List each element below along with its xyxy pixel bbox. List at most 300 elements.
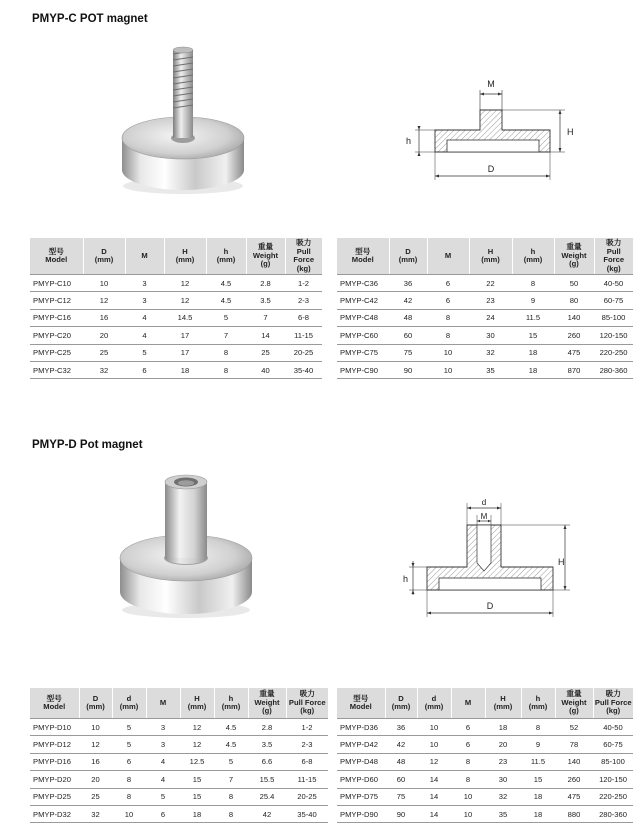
model-cell: PMYP-D42 <box>337 736 385 753</box>
spec-cell: 6 <box>125 361 164 378</box>
column-header <box>389 238 427 275</box>
spec-cell: 25 <box>246 344 285 361</box>
column-header <box>451 688 485 719</box>
column-header-line: 型号 <box>355 246 371 256</box>
column-header-line: Pull Force <box>594 697 632 707</box>
model-cell: PMYP-D75 <box>337 788 385 805</box>
spec-cell: 12.5 <box>180 753 214 770</box>
spec-cell: 5 <box>214 753 248 770</box>
spec-cell: 24 <box>469 309 512 326</box>
spec-cell: 75 <box>389 344 427 361</box>
table-row <box>337 736 633 753</box>
column-header <box>337 238 389 275</box>
column-header-line: M <box>159 697 167 707</box>
table-row <box>337 275 633 292</box>
table-row <box>30 361 322 378</box>
spec-cell: 52 <box>555 719 593 736</box>
spec-cell: 4.5 <box>214 736 248 753</box>
spec-cell: 35 <box>469 361 512 378</box>
spec-cell: 20-25 <box>286 788 328 805</box>
table-row <box>30 736 328 753</box>
spec-cell: 8 <box>112 771 146 788</box>
spec-cell: 1-2 <box>286 719 328 736</box>
column-header-line: (mm) <box>187 702 207 711</box>
model-cell: PMYP-C25 <box>30 344 83 361</box>
spec-cell: 60-75 <box>594 292 633 309</box>
column-header-line: (mm) <box>119 702 139 711</box>
column-header-line: H <box>194 693 200 703</box>
column-header <box>521 688 555 719</box>
table-row <box>337 788 633 805</box>
column-header-line: 型号 <box>48 246 64 256</box>
spec-cell: 60 <box>389 327 427 344</box>
spec-cell: 4.5 <box>206 292 246 309</box>
spec-cell: 11-15 <box>286 771 328 788</box>
spec-cell: 16 <box>79 753 112 770</box>
dim-label-h-base: h <box>406 136 412 146</box>
column-header-line: 吸力 <box>606 238 622 247</box>
model-cell: PMYP-D90 <box>337 805 385 822</box>
spec-cell: 85-100 <box>593 753 633 770</box>
column-header <box>125 238 164 275</box>
spec-cell: 40 <box>246 361 285 378</box>
column-header-line: (mm) <box>481 255 500 264</box>
model-cell: PMYP-D60 <box>337 771 385 788</box>
spec-cell: 75 <box>385 788 417 805</box>
spec-cell: 4.5 <box>214 719 248 736</box>
model-cell: PMYP-D25 <box>30 788 79 805</box>
spec-cell: 50 <box>554 275 594 292</box>
spec-cell: 14 <box>246 327 285 344</box>
table-row <box>337 805 633 822</box>
model-cell: PMYP-C32 <box>30 361 83 378</box>
spec-cell: 120-150 <box>593 771 633 788</box>
spec-cell: 9 <box>512 292 554 309</box>
section-title-c: PMYP-C POT magnet <box>32 13 148 25</box>
column-header-line: Pull Force <box>288 697 326 707</box>
spec-cell: 8 <box>214 805 248 822</box>
spec-cell: 14.5 <box>164 309 206 326</box>
spec-table-d-left <box>30 688 328 823</box>
spec-cell: 8 <box>112 788 146 805</box>
spec-cell: 36 <box>385 719 417 736</box>
spec-cell: 25.4 <box>248 788 286 805</box>
spec-cell: 8 <box>451 753 485 770</box>
column-header-line: (kg) <box>296 263 311 273</box>
spec-cell: 6 <box>451 719 485 736</box>
table-row <box>337 753 633 770</box>
spec-cell: 8 <box>427 327 469 344</box>
table-row <box>30 292 322 309</box>
spec-cell: 5 <box>112 736 146 753</box>
model-cell: PMYP-D20 <box>30 771 79 788</box>
spec-cell: 3 <box>125 275 164 292</box>
column-header-line: Model <box>45 255 68 264</box>
spec-cell: 280-360 <box>594 361 633 378</box>
spec-cell: 90 <box>385 805 417 822</box>
spec-cell: 20 <box>79 771 112 788</box>
spec-cell: 36 <box>389 275 427 292</box>
column-header-line: (g) <box>260 259 271 269</box>
spec-cell: 120-150 <box>594 327 633 344</box>
spec-cell: 3.5 <box>246 292 285 309</box>
spec-cell: 14 <box>417 788 451 805</box>
column-header-line: D <box>92 693 99 703</box>
table-row <box>30 788 328 805</box>
column-header-line: (kg) <box>606 263 621 273</box>
column-header-line: h <box>223 246 229 256</box>
spec-cell: 15.5 <box>248 771 286 788</box>
spec-cell: 18 <box>485 719 521 736</box>
spec-cell: 12 <box>83 292 125 309</box>
table-row <box>30 275 322 292</box>
column-header <box>286 688 328 719</box>
column-header-line: (mm) <box>424 702 444 711</box>
table-row <box>337 309 633 326</box>
spec-cell: 15 <box>180 788 214 805</box>
column-header-line: 吸力 <box>296 238 312 247</box>
column-header-line: 型号 <box>46 693 62 703</box>
spec-cell: 15 <box>180 771 214 788</box>
column-header-line: 重量 <box>259 689 275 699</box>
spec-cell: 8 <box>214 788 248 805</box>
column-header-line: H <box>182 246 188 256</box>
spec-cell: 12 <box>180 736 214 753</box>
spec-cell: 42 <box>385 736 417 753</box>
spec-cell: 6 <box>112 753 146 770</box>
column-header <box>594 238 633 275</box>
spec-cell: 6 <box>451 736 485 753</box>
spec-cell: 15 <box>521 771 555 788</box>
spec-cell: 4 <box>146 753 180 770</box>
spec-cell: 14 <box>417 805 451 822</box>
column-header-line: (mm) <box>523 255 543 264</box>
spec-cell: 18 <box>164 361 206 378</box>
spec-cell: 6 <box>427 292 469 309</box>
spec-cell: 8 <box>206 361 246 378</box>
column-header <box>30 238 83 275</box>
model-cell: PMYP-C48 <box>337 309 389 326</box>
spec-cell: 16 <box>83 309 125 326</box>
spec-cell: 14 <box>417 771 451 788</box>
column-header-line: (kg) <box>606 706 621 716</box>
column-header-line: H <box>500 693 506 703</box>
spec-cell: 35 <box>485 805 521 822</box>
spec-cell: 4 <box>125 327 164 344</box>
spec-cell: 10 <box>417 719 451 736</box>
model-cell: PMYP-C90 <box>337 361 389 378</box>
spec-cell: 2.8 <box>248 719 286 736</box>
spec-cell: 10 <box>451 805 485 822</box>
model-cell: PMYP-C75 <box>337 344 389 361</box>
column-header-line: (mm) <box>493 702 513 711</box>
spec-cell: 10 <box>451 788 485 805</box>
spec-cell: 10 <box>427 361 469 378</box>
model-cell: PMYP-D12 <box>30 736 79 753</box>
column-header-line: d <box>126 693 132 703</box>
spec-cell: 30 <box>469 327 512 344</box>
spec-cell: 9 <box>521 736 555 753</box>
table-row <box>337 719 633 736</box>
dim-label-h-total: H <box>567 127 574 137</box>
pot-magnet-threaded-stud-photo <box>110 38 260 203</box>
spec-cell: 18 <box>180 805 214 822</box>
spec-cell: 140 <box>555 753 593 770</box>
column-header-line: Weight <box>252 250 279 260</box>
spec-cell: 880 <box>555 805 593 822</box>
model-cell: PMYP-C20 <box>30 327 83 344</box>
column-header-line: (mm) <box>216 255 236 264</box>
column-header <box>485 688 521 719</box>
column-header-line: (mm) <box>528 702 548 711</box>
model-cell: PMYP-C10 <box>30 275 83 292</box>
spec-cell: 5 <box>146 788 180 805</box>
column-header-line: h <box>530 246 536 256</box>
column-header-line: Model <box>351 255 374 264</box>
threaded-stud-cross-section-diagram <box>395 70 575 185</box>
column-header-line: (mm) <box>94 255 114 264</box>
table-row <box>337 327 633 344</box>
column-header-line: 型号 <box>353 693 369 703</box>
column-header-line: Pull Force <box>293 246 315 264</box>
column-header-line: 吸力 <box>299 689 315 699</box>
table-row <box>337 361 633 378</box>
column-header-line: Weight <box>254 697 280 707</box>
column-header-line: (kg) <box>300 706 315 716</box>
spec-cell: 90 <box>389 361 427 378</box>
column-header-line: (mm) <box>398 255 418 264</box>
model-cell: PMYP-C60 <box>337 327 389 344</box>
column-header-line: Weight <box>561 697 587 707</box>
spec-cell: 48 <box>385 753 417 770</box>
spec-cell: 6.6 <box>248 753 286 770</box>
spec-cell: 260 <box>554 327 594 344</box>
spec-cell: 11-15 <box>285 327 322 344</box>
section-title-d: PMYP-D Pot magnet <box>32 439 143 451</box>
spec-cell: 12 <box>164 292 206 309</box>
spec-cell: 40-50 <box>593 719 633 736</box>
column-header-line: (mm) <box>391 702 411 711</box>
spec-cell: 80 <box>554 292 594 309</box>
spec-cell: 6 <box>146 805 180 822</box>
column-header-line: (mm) <box>86 702 105 711</box>
spec-cell: 25 <box>79 788 112 805</box>
column-header <box>206 238 246 275</box>
column-header-line: d <box>431 693 437 703</box>
spec-cell: 3 <box>125 292 164 309</box>
model-cell: PMYP-C42 <box>337 292 389 309</box>
spec-cell: 220-250 <box>593 788 633 805</box>
column-header-line: Model <box>43 702 66 711</box>
spec-cell: 3.5 <box>248 736 286 753</box>
column-header <box>248 688 286 719</box>
spec-cell: 48 <box>389 309 427 326</box>
spec-cell: 60-75 <box>593 736 633 753</box>
spec-table-c-left <box>30 238 322 379</box>
table-row <box>30 805 328 822</box>
spec-cell: 8 <box>512 275 554 292</box>
column-header-line: 重量 <box>257 242 274 252</box>
spec-cell: 10 <box>417 736 451 753</box>
spec-cell: 42 <box>389 292 427 309</box>
dim-label-m: M <box>487 79 495 89</box>
spec-cell: 5 <box>112 719 146 736</box>
dim-label-d-diameter: D <box>486 601 494 611</box>
column-header <box>385 688 417 719</box>
spec-cell: 5 <box>125 344 164 361</box>
spec-cell: 7 <box>246 309 285 326</box>
spec-cell: 15 <box>512 327 554 344</box>
column-header <box>337 688 385 719</box>
spec-cell: 10 <box>112 805 146 822</box>
model-cell: PMYP-C12 <box>30 292 83 309</box>
model-cell: PMYP-D48 <box>337 753 385 770</box>
model-cell: PMYP-D10 <box>30 719 79 736</box>
column-header-line: D <box>398 693 404 703</box>
spec-cell: 8 <box>206 344 246 361</box>
column-header <box>554 238 594 275</box>
spec-cell: 8 <box>427 309 469 326</box>
spec-cell: 22 <box>469 275 512 292</box>
dim-label-d-boss: d <box>481 498 487 507</box>
spec-cell: 7 <box>214 771 248 788</box>
spec-cell: 10 <box>79 719 112 736</box>
spec-cell: 4.5 <box>206 275 246 292</box>
table-row <box>337 771 633 788</box>
spec-cell: 3 <box>146 719 180 736</box>
table-row <box>337 292 633 309</box>
spec-cell: 17 <box>164 327 206 344</box>
spec-cell: 6 <box>427 275 469 292</box>
column-header-line: M <box>464 697 472 707</box>
column-header-line: H <box>487 246 494 256</box>
spec-cell: 78 <box>555 736 593 753</box>
spec-cell: 6-8 <box>285 309 322 326</box>
internal-thread-cross-section-diagram <box>395 495 580 620</box>
table-row <box>30 771 328 788</box>
spec-cell: 10 <box>83 275 125 292</box>
spec-cell: 870 <box>554 361 594 378</box>
spec-cell: 12 <box>180 719 214 736</box>
spec-cell: 23 <box>469 292 512 309</box>
spec-cell: 18 <box>512 344 554 361</box>
spec-cell: 20-25 <box>285 344 322 361</box>
column-header-line: 重量 <box>566 242 582 252</box>
column-header <box>285 238 322 275</box>
spec-cell: 32 <box>469 344 512 361</box>
spec-cell: 42 <box>248 805 286 822</box>
spec-cell: 35-40 <box>285 361 322 378</box>
column-header-line: 吸力 <box>605 689 621 699</box>
spec-cell: 11.5 <box>521 753 555 770</box>
column-header-line: Weight <box>561 250 587 260</box>
model-cell: PMYP-D36 <box>337 719 385 736</box>
column-header <box>427 238 469 275</box>
spec-cell: 20 <box>83 327 125 344</box>
column-header <box>180 688 214 719</box>
column-header-line: M <box>141 250 148 260</box>
model-cell: PMYP-C36 <box>337 275 389 292</box>
spec-cell: 220-250 <box>594 344 633 361</box>
table-row <box>30 327 322 344</box>
table-row <box>30 719 328 736</box>
spec-cell: 475 <box>554 344 594 361</box>
dim-label-d-diameter: D <box>487 164 495 174</box>
column-header <box>512 238 554 275</box>
spec-cell: 12 <box>79 736 112 753</box>
spec-cell: 2-3 <box>286 736 328 753</box>
spec-cell: 280-360 <box>593 805 633 822</box>
pot-magnet-internal-thread-photo <box>108 470 268 630</box>
spec-cell: 11.5 <box>512 309 554 326</box>
column-header-line: h <box>228 693 234 703</box>
model-cell: PMYP-C16 <box>30 309 83 326</box>
column-header-line: M <box>444 250 452 260</box>
spec-cell: 23 <box>485 753 521 770</box>
spec-cell: 35-40 <box>286 805 328 822</box>
table-row <box>30 309 322 326</box>
column-header-line: Model <box>349 702 372 711</box>
spec-cell: 18 <box>512 361 554 378</box>
spec-cell: 18 <box>521 788 555 805</box>
spec-cell: 2.8 <box>246 275 285 292</box>
spec-cell: 30 <box>485 771 521 788</box>
spec-cell: 4 <box>146 771 180 788</box>
spec-cell: 3 <box>146 736 180 753</box>
column-header-line: (g) <box>569 259 579 269</box>
model-cell: PMYP-D32 <box>30 805 79 822</box>
column-header <box>112 688 146 719</box>
spec-cell: 6-8 <box>286 753 328 770</box>
dim-label-h-total: H <box>558 557 565 567</box>
column-header-line: Pull Force <box>603 246 625 264</box>
column-header-line: 重量 <box>566 689 582 699</box>
column-header <box>79 688 112 719</box>
spec-cell: 475 <box>555 788 593 805</box>
column-header-line: h <box>535 693 541 703</box>
column-header <box>164 238 206 275</box>
column-header-line: D <box>101 246 107 256</box>
spec-cell: 260 <box>555 771 593 788</box>
column-header-line: (g) <box>569 706 579 716</box>
model-cell: PMYP-D16 <box>30 753 79 770</box>
spec-cell: 8 <box>521 719 555 736</box>
dim-label-h-base: h <box>403 574 409 584</box>
spec-cell: 85-100 <box>594 309 633 326</box>
column-header-line: (mm) <box>175 255 195 264</box>
spec-cell: 1-2 <box>285 275 322 292</box>
column-header-line: D <box>405 246 411 256</box>
column-header <box>555 688 593 719</box>
spec-cell: 17 <box>164 344 206 361</box>
column-header <box>214 688 248 719</box>
spec-cell: 60 <box>385 771 417 788</box>
spec-cell: 7 <box>206 327 246 344</box>
spec-cell: 12 <box>417 753 451 770</box>
column-header-line: (g) <box>262 706 272 716</box>
spec-cell: 32 <box>83 361 125 378</box>
table-row <box>30 753 328 770</box>
column-header <box>469 238 512 275</box>
spec-cell: 20 <box>485 736 521 753</box>
table-row <box>337 344 633 361</box>
spec-cell: 18 <box>521 805 555 822</box>
spec-cell: 140 <box>554 309 594 326</box>
spec-cell: 4 <box>125 309 164 326</box>
spec-cell: 40-50 <box>594 275 633 292</box>
spec-cell: 32 <box>485 788 521 805</box>
spec-cell: 10 <box>427 344 469 361</box>
